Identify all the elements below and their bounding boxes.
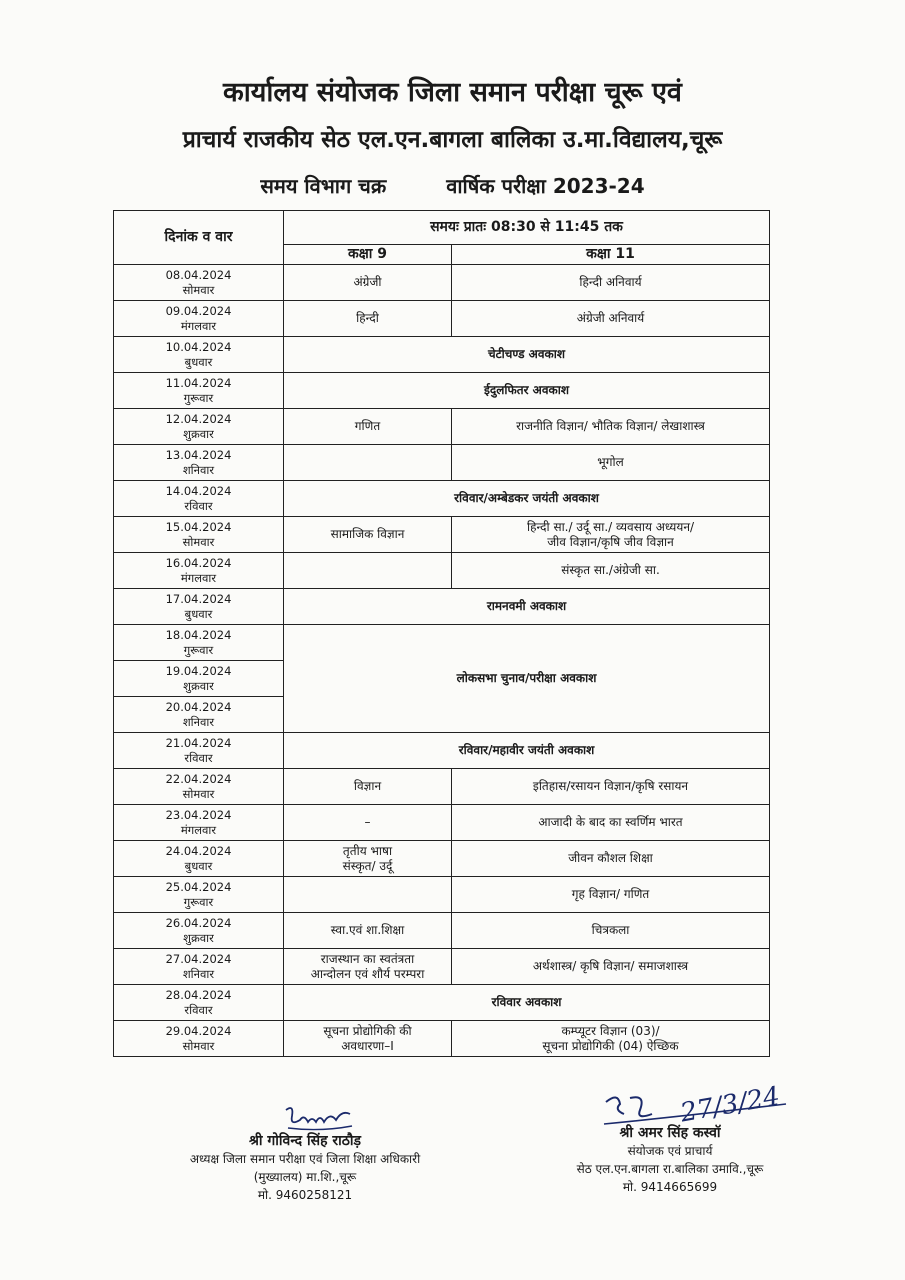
date-cell: 22.04.2024 सोमवार (114, 769, 284, 805)
date-cell: 08.04.2024 सोमवार (114, 265, 284, 301)
timetable (113, 210, 770, 1057)
class9-cell: स्वा.एवं शा.शिक्षा (284, 913, 452, 949)
table-row (114, 589, 770, 625)
holiday-cell: रामनवमी अवकाश (284, 589, 770, 625)
exam-label: वार्षिक परीक्षा 2023-24 (446, 174, 645, 198)
date-cell: 10.04.2024 बुधवार (114, 337, 284, 373)
class11-cell: चित्रकला (452, 913, 770, 949)
class9-cell: विज्ञान (284, 769, 452, 805)
table-row (114, 985, 770, 1021)
right-signatory-phone: मो. 9414665699 (622, 1180, 718, 1194)
holiday-cell: रविवार/महावीर जयंती अवकाश (284, 733, 770, 769)
class11-cell: आजादी के बाद का स्वर्णिम भारत (452, 805, 770, 841)
table-row (114, 409, 770, 445)
holiday-cell: रविवार अवकाश (284, 985, 770, 1021)
class9-cell: – (284, 805, 452, 841)
class9-cell: हिन्दी (284, 301, 452, 337)
date-cell: 29.04.2024 सोमवार (114, 1021, 284, 1057)
right-signature-block (520, 1124, 820, 1196)
date-cell: 12.04.2024 शुक्रवार (114, 409, 284, 445)
date-cell: 17.04.2024 बुधवार (114, 589, 284, 625)
class11-cell: इतिहास/रसायन विज्ञान/कृषि रसायन (452, 769, 770, 805)
table-row (114, 769, 770, 805)
class11-cell: हिन्दी अनिवार्य (452, 265, 770, 301)
class9-cell: राजस्थान का स्वतंत्रता आन्दोलन एवं शौर्य परम्परा (284, 949, 452, 985)
time-header: समयः प्रातः 08:30 से 11:45 तक (284, 211, 770, 245)
date-cell: 28.04.2024 रविवार (114, 985, 284, 1021)
handwritten-date: 27/3/24 (678, 1081, 783, 1129)
class11-cell: राजनीति विज्ञान/ भौतिक विज्ञान/ लेखाशास्त्र (452, 409, 770, 445)
left-signatory-name: श्री गोविन्द सिंह राठौड़ (249, 1133, 361, 1149)
table-row (114, 877, 770, 913)
left-signature-block (140, 1132, 470, 1204)
class11-cell: अंग्रेजी अनिवार्य (452, 301, 770, 337)
class11-cell: अर्थशास्त्र/ कृषि विज्ञान/ समाजशास्त्र (452, 949, 770, 985)
date-cell: 19.04.2024 शुक्रवार (114, 661, 284, 697)
left-signatory-phone: मो. 9460258121 (257, 1188, 353, 1202)
class11-cell: भूगोल (452, 445, 770, 481)
table-row (114, 1021, 770, 1057)
date-cell: 13.04.2024 शनिवार (114, 445, 284, 481)
table-row (114, 625, 770, 661)
date-cell: 11.04.2024 गुरूवार (114, 373, 284, 409)
class11-cell: हिन्दी सा./ उर्दू सा./ व्यवसाय अध्ययन/ जीव विज्ञान/कृषि जीव विज्ञान (452, 517, 770, 553)
date-cell: 26.04.2024 शुक्रवार (114, 913, 284, 949)
table-row (114, 481, 770, 517)
class11-cell: जीवन कौशल शिक्षा (452, 841, 770, 877)
date-cell: 21.04.2024 रविवार (114, 733, 284, 769)
date-day-header: दिनांक व वार (114, 211, 284, 265)
class11-cell: कम्प्यूटर विज्ञान (03)/ सूचना प्रोद्योगिकी (04) ऐच्छिक (452, 1021, 770, 1057)
holiday-cell: चेटीचण्ड अवकाश (284, 337, 770, 373)
election-holiday-cell: लोकसभा चुनाव/परीक्षा अवकाश (284, 625, 770, 733)
office-title: कार्यालय संयोजक जिला समान परीक्षा चूरू एवं (223, 77, 682, 108)
left-signatory-designation: अध्यक्ष जिला समान परीक्षा एवं जिला शिक्षा अधिकारी (189, 1152, 421, 1166)
date-cell: 23.04.2024 मंगलवार (114, 805, 284, 841)
table-row (114, 805, 770, 841)
table-row (114, 265, 770, 301)
date-cell: 25.04.2024 गुरूवार (114, 877, 284, 913)
table-row (114, 445, 770, 481)
table-row (114, 841, 770, 877)
class11-header: कक्षा 11 (452, 245, 770, 265)
holiday-cell: ईदुलफितर अवकाश (284, 373, 770, 409)
school-title: प्राचार्य राजकीय सेठ एल.एन.बागला बालिका उ.मा.विद्यालय,चूरू (182, 127, 723, 153)
timetable-label: समय विभाग चक्र (260, 174, 387, 198)
table-row (114, 301, 770, 337)
date-cell: 20.04.2024 शनिवार (114, 697, 284, 733)
date-cell: 24.04.2024 बुधवार (114, 841, 284, 877)
left-signature-scribble (280, 1102, 360, 1136)
table-row (114, 373, 770, 409)
class9-cell: सूचना प्रोद्योगिकी की अवधारणा–I (284, 1021, 452, 1057)
table-row (114, 553, 770, 589)
table-row (114, 949, 770, 985)
table-row (114, 733, 770, 769)
class9-cell: अंग्रेजी (284, 265, 452, 301)
table-row (114, 337, 770, 373)
class11-cell: गृह विज्ञान/ गणित (452, 877, 770, 913)
class11-cell: संस्कृत सा./अंग्रेजी सा. (452, 553, 770, 589)
schedule-title (0, 172, 905, 199)
right-signatory-designation: संयोजक एवं प्राचार्य (627, 1144, 713, 1158)
date-cell: 09.04.2024 मंगलवार (114, 301, 284, 337)
table-row (114, 913, 770, 949)
date-cell: 15.04.2024 सोमवार (114, 517, 284, 553)
date-cell: 18.04.2024 गुरूवार (114, 625, 284, 661)
table-row (114, 517, 770, 553)
class9-cell: सामाजिक विज्ञान (284, 517, 452, 553)
class9-cell (284, 553, 452, 589)
class9-cell (284, 877, 452, 913)
date-cell: 27.04.2024 शनिवार (114, 949, 284, 985)
right-signatory-office: सेठ एल.एन.बागला रा.बालिका उमावि.,चूरू (576, 1162, 764, 1176)
class9-cell: तृतीय भाषा संस्कृत/ उर्दू (284, 841, 452, 877)
class9-cell (284, 445, 452, 481)
holiday-cell: रविवार/अम्बेडकर जयंती अवकाश (284, 481, 770, 517)
class9-header: कक्षा 9 (284, 245, 452, 265)
date-cell: 16.04.2024 मंगलवार (114, 553, 284, 589)
left-signatory-office: (मुख्यालय) मा.शि.,चूरू (253, 1170, 357, 1184)
right-signatory-name: श्री अमर सिंह कस्वॉ (619, 1125, 721, 1141)
class9-cell: गणित (284, 409, 452, 445)
date-cell: 14.04.2024 रविवार (114, 481, 284, 517)
